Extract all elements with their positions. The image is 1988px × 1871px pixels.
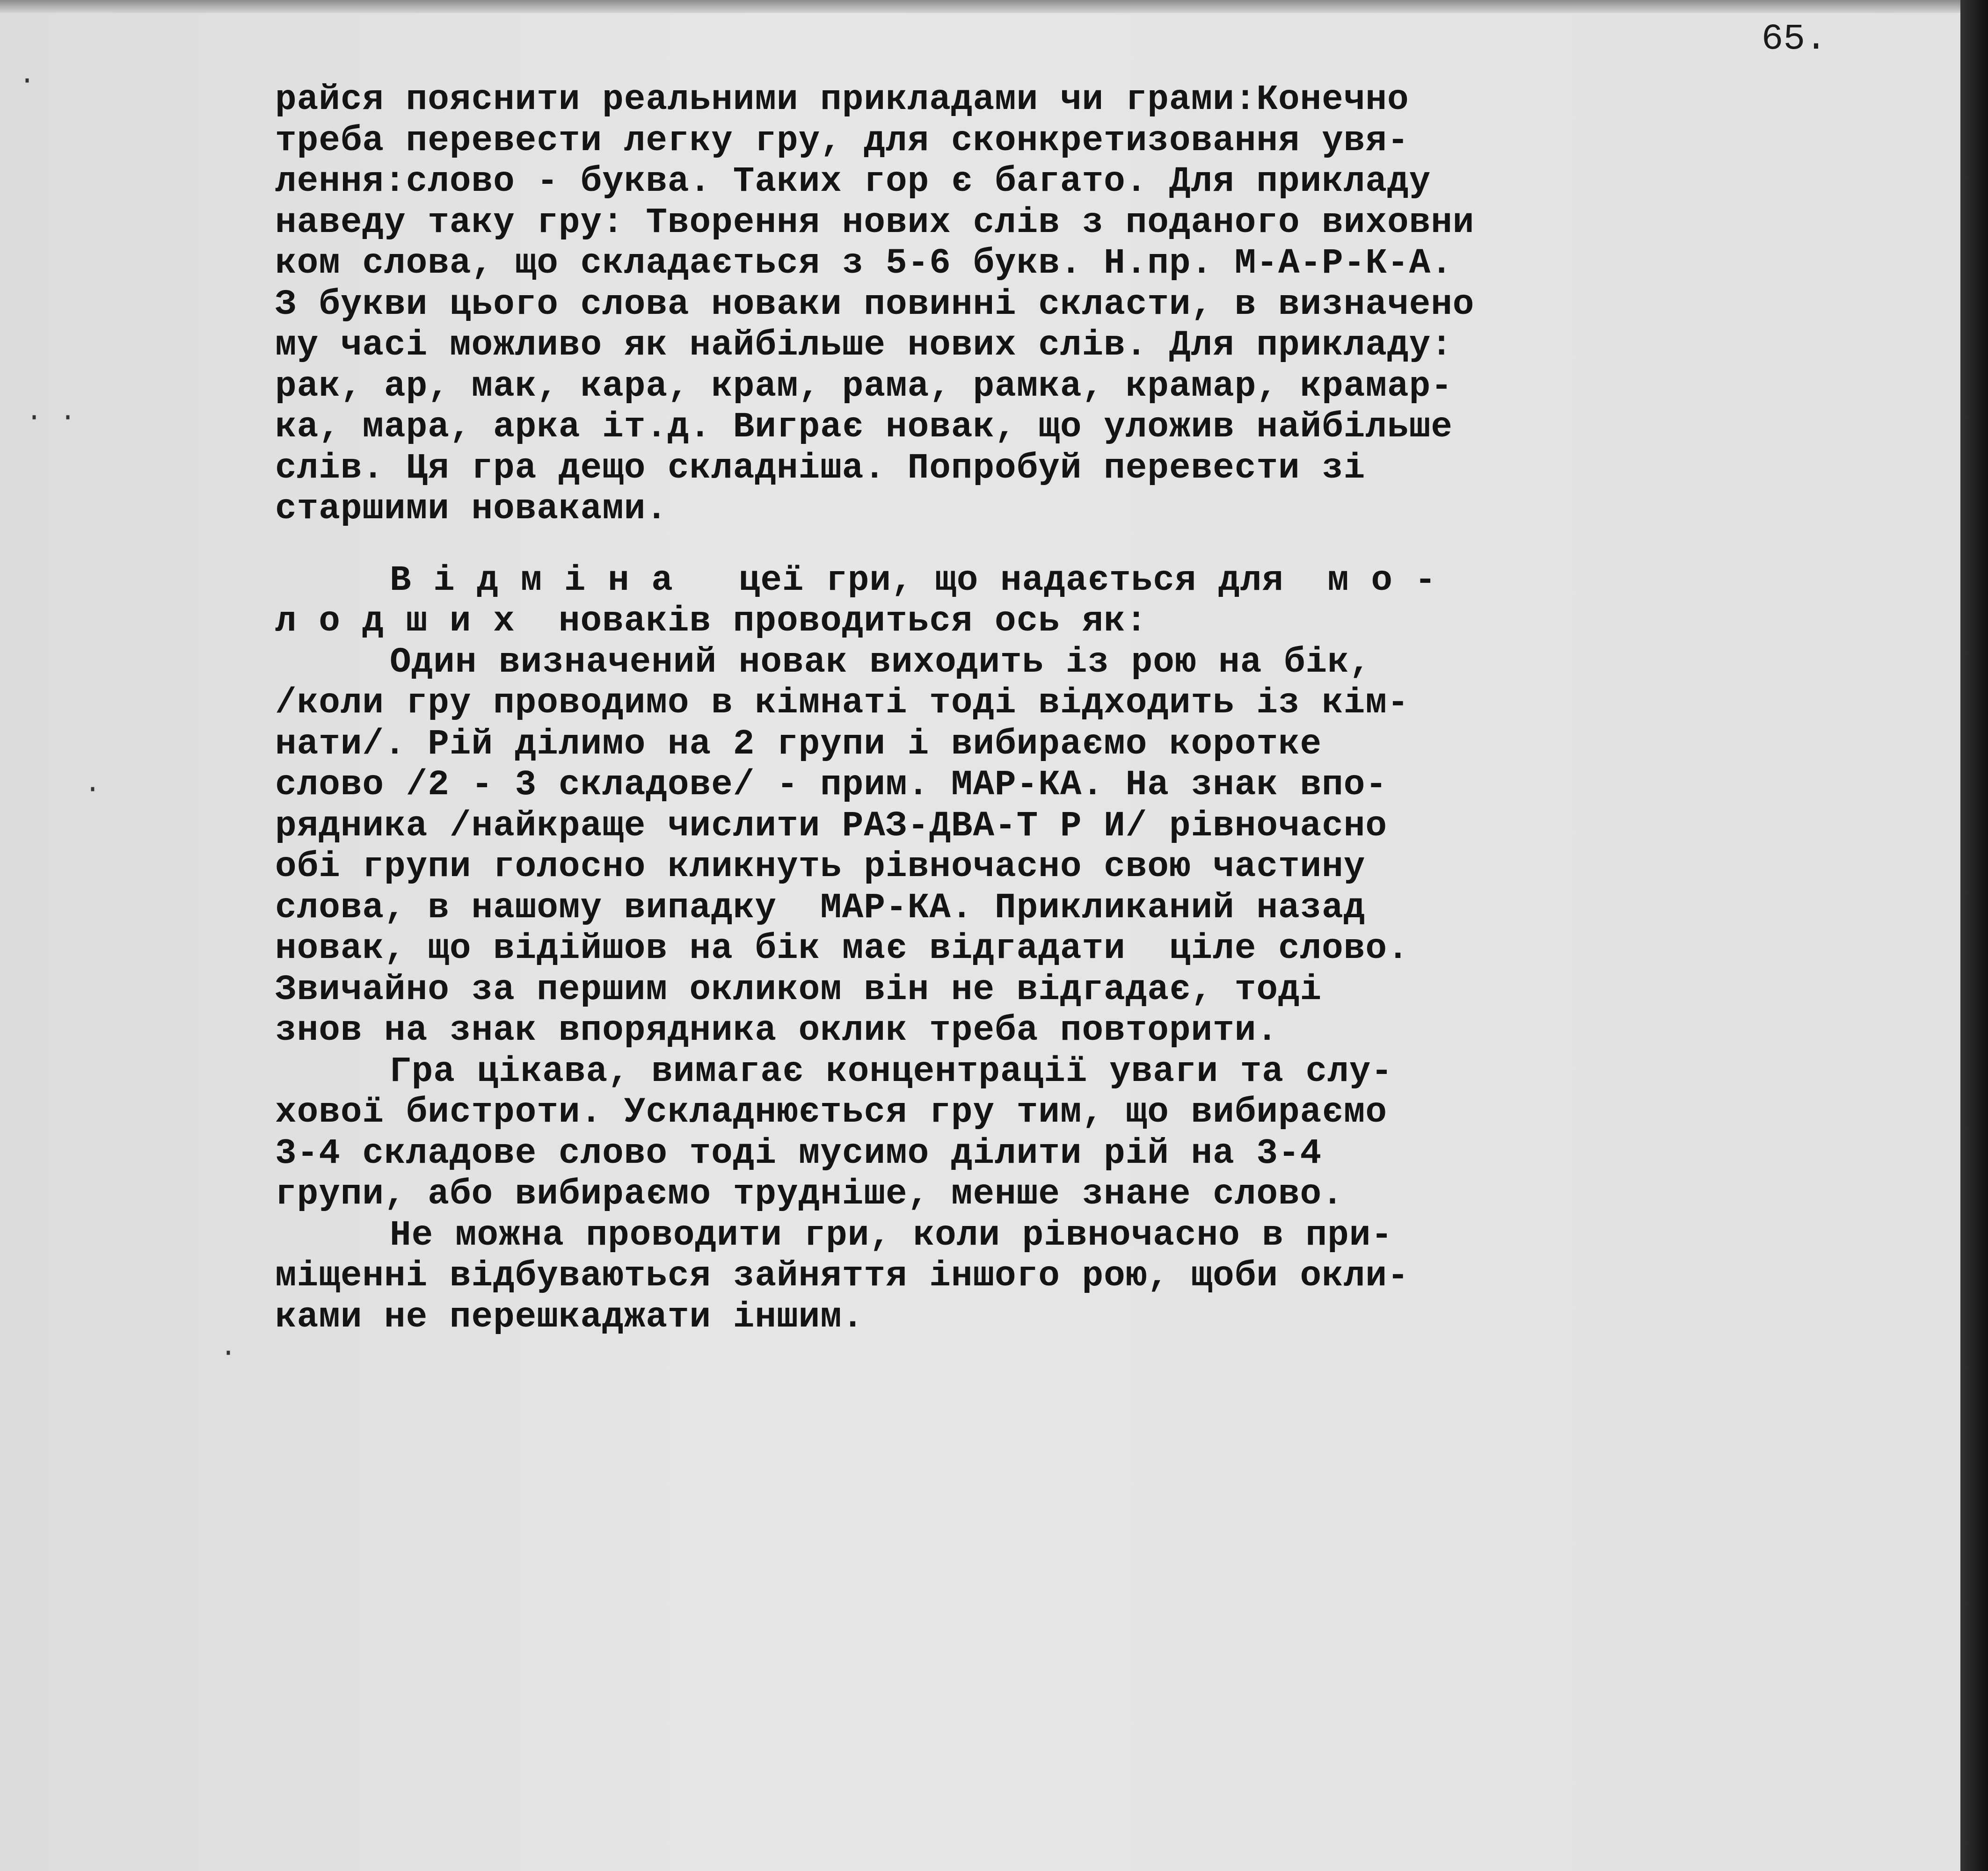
- text-line: райся пояснити реальними прикладами чи грами:Конечно: [275, 80, 1409, 120]
- text-line: треба перевести легку гру, для сконкретизовання увя-: [275, 120, 1409, 161]
- text-line: наведу таку гру: Творення нових слів з поданого виховни: [275, 202, 1475, 243]
- margin-mark: · ·: [26, 402, 77, 434]
- text-line: слова, в нашому випадку МАР-КА. Прикликаний назад: [275, 887, 1366, 928]
- text-line: новак, що відійшов на бік має відгадати ціле слово.: [275, 928, 1409, 969]
- scan-top-edge: [0, 0, 1960, 13]
- text-line: лення:слово - буква. Таких гор є багато. Для прикладу: [275, 161, 1431, 202]
- text-line: З букви цього слова новаки повинні скласти, в визначено: [275, 284, 1475, 325]
- text-line: Гра цікава, вимагає концентрації уваги та слу-: [390, 1051, 1393, 1092]
- paragraph-5: [275, 1215, 1777, 1338]
- text-line: Один визначений новак виходить із рою на бік,: [390, 642, 1371, 682]
- text-line: л о д ш и х новаків проводиться ось як:: [275, 601, 1148, 641]
- text-line: 3-4 складове слово тоді мусимо ділити рій на 3-4: [275, 1133, 1322, 1174]
- text-line: Звичайно за першим окликом він не відгадає, тоді: [275, 969, 1322, 1010]
- paragraph-gap: [275, 530, 1777, 560]
- text-line: слово /2 - 3 складове/ - прим. МАР-КА. На знак впо-: [275, 765, 1387, 805]
- text-line: обі групи голосно кликнуть рівночасно свою частину: [275, 847, 1366, 887]
- text-line: му часі можливо як найбільше нових слів. Для прикладу:: [275, 325, 1453, 365]
- text-line: ком слова, що складається з 5-6 букв. Н.пр. М-А-Р-К-А.: [275, 243, 1453, 283]
- text-line: знов на знак впорядника оклик треба повторити.: [275, 1010, 1278, 1051]
- text-line: міщенні відбуваються зайняття іншого рою, щоби окли-: [275, 1256, 1409, 1296]
- text-line: хової бистроти. Ускладнюється гру тим, що вибираємо: [275, 1092, 1387, 1132]
- text-line: Не можна проводити гри, коли рівночасно в при-: [390, 1215, 1393, 1255]
- text-line: рядника /найкраще числити РАЗ-ДВА-Т Р И/ рівночасно: [275, 805, 1387, 846]
- text-line: слів. Ця гра дещо складніша. Попробуй перевести зі: [275, 448, 1366, 488]
- margin-mark: ·: [84, 774, 102, 806]
- text-line: В і д м і н а цеї гри, що надається для м о -: [390, 560, 1437, 601]
- paragraph-2: [275, 560, 1777, 642]
- scan-dark-edge: [1960, 0, 1988, 1871]
- text-line: /коли гру проводимо в кімнаті тоді відходить із кім-: [275, 683, 1409, 723]
- text-line: рак, ар, мак, кара, крам, рама, рамка, крамар, крамар-: [275, 366, 1453, 406]
- text-line: ками не перешкаджати іншим.: [275, 1297, 864, 1337]
- margin-mark: ·: [19, 65, 36, 97]
- paragraph-4: [275, 1052, 1777, 1215]
- text-line: ка, мара, арка іт.д. Виграє новак, що уложив найбільше: [275, 407, 1453, 447]
- text-line: групи, або вибираємо трудніше, менше знане слово.: [275, 1174, 1344, 1214]
- margin-mark: ·: [220, 1338, 237, 1370]
- text-line: нати/. Рій ділимо на 2 групи і вибираємо коротке: [275, 724, 1322, 764]
- paragraph-1: [275, 80, 1777, 530]
- text-line: старшими новаками.: [275, 489, 668, 529]
- typewritten-text: [275, 80, 1777, 1338]
- paragraph-3: [275, 642, 1777, 1052]
- page-number: 65.: [1761, 19, 1827, 60]
